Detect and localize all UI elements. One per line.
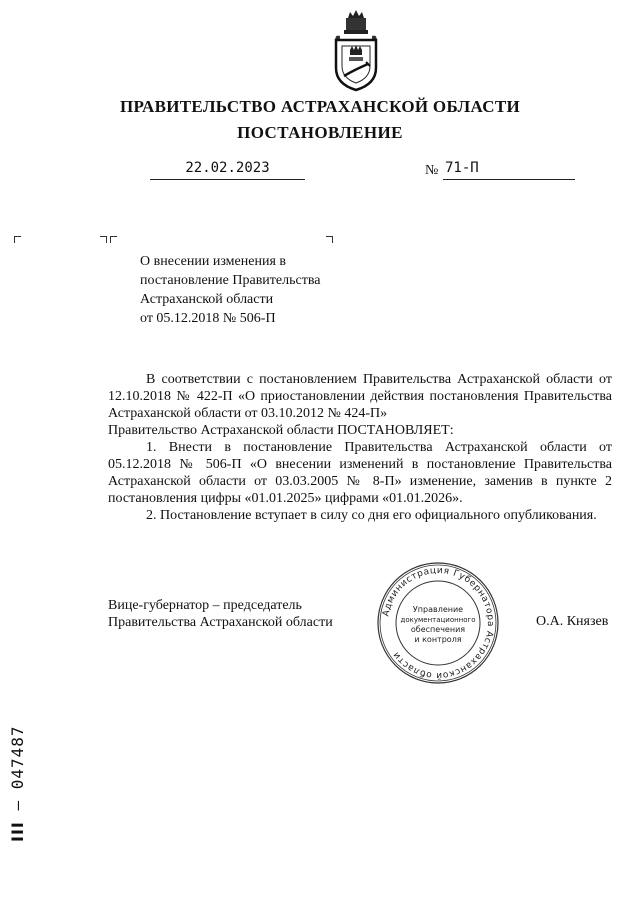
corner-mark-top-right-subject [326, 236, 333, 243]
resolves-paragraph: Правительство Астраханской области ПОСТАНОВЛЯЕТ: [108, 423, 454, 438]
number-underline [443, 179, 575, 180]
stamp-center-line: документационного [400, 616, 476, 624]
subject-line: О внесении изменения в [140, 254, 286, 269]
subject-line: от 05.12.2018 № 506-П [140, 311, 276, 326]
subject-line: постановление Правительства [140, 273, 321, 288]
item-1-paragraph: 1. Внести в постановление Правительства Астраханской области от 05.12.2018 № 506-П «О внесении изменений в постановление Правительства Астраханской области от 03.03.2005 № 8-П» изменение, заменив в пункте 2 постановления цифры «01.01.2025» цифрами «01.01.2026». [108, 440, 612, 506]
corner-mark-top-right-left-block [100, 236, 107, 243]
corner-mark-top-left [14, 236, 21, 243]
number-sign: № [425, 163, 439, 178]
preamble-paragraph: В соответствии с постановлением Правительства Астраханской области от 12.10.2018 № 422-П «О приостановлении действия постановления Правительства Астраханской области от 03.10.2012 № 424-П» [108, 372, 612, 421]
official-stamp [375, 560, 501, 686]
stamp-center-line: и контроля [414, 635, 462, 644]
stamp-ring-text: Администрация Губернатора Астраханской области [381, 565, 496, 681]
signatory-position [108, 597, 333, 631]
position-line: Вице-губернатор – председатель [108, 598, 302, 613]
document-number: 71-П [445, 160, 479, 176]
document-date: 22.02.2023 [185, 160, 270, 176]
serial-series: III [8, 821, 27, 842]
position-line: Правительства Астраханской области [108, 615, 333, 630]
serial-number: 047487 [8, 725, 27, 790]
document-body [108, 371, 612, 524]
corner-mark-top-left-subject [110, 236, 117, 243]
signatory-name: О.А. Князев [536, 614, 609, 629]
subject-line: Астраханской области [140, 292, 274, 307]
item-2-paragraph: 2. Постановление вступает в силу со дня его официального опубликования. [146, 508, 597, 523]
document-subject [140, 252, 320, 328]
stamp-center-line: Управление [412, 605, 464, 614]
form-serial-number: III – 047487 [8, 725, 27, 842]
coat-of-arms-icon [330, 10, 382, 92]
document-type-title: ПОСТАНОВЛЕНИЕ [237, 123, 403, 142]
date-underline [150, 179, 305, 180]
stamp-center-line: обеспечения [410, 625, 466, 634]
government-title: ПРАВИТЕЛЬСТВО АСТРАХАНСКОЙ ОБЛАСТИ [120, 97, 520, 116]
